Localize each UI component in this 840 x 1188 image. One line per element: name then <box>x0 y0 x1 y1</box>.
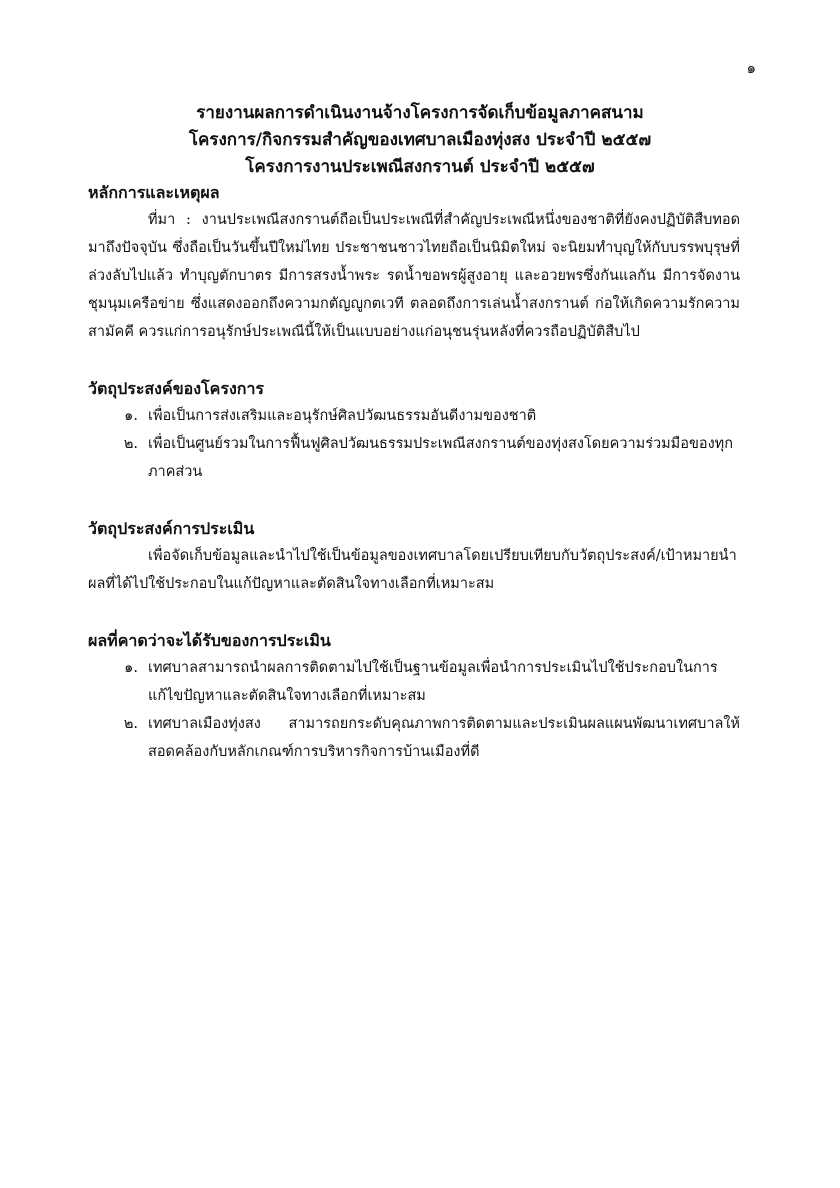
principles-heading: หลักการและเหตุผล <box>88 183 220 202</box>
title-line-1: รายงานผลการดำเนินงานจ้างโครงการจัดเก็บข้อมูลภาคสนาม <box>196 103 644 123</box>
list-item-number: ๒. <box>123 436 138 452</box>
document-content <box>88 180 740 766</box>
list-item-text: เทศบาลสามารถนำผลการติดตามไปใช้เป็นฐานข้อมูลเพื่อนำการประเมินไปใช้ประกอบในการแก้ไขปัญหาและตัดสินใจทางเลือกที่เหมาะสม <box>148 660 718 704</box>
list-item <box>88 654 740 710</box>
list-item <box>88 430 740 486</box>
objectives-heading: วัตถุประสงค์ของโครงการ <box>88 379 265 398</box>
expected-results-list <box>88 654 740 766</box>
evaluation-objectives-heading: วัตถุประสงค์การประเมิน <box>88 519 255 538</box>
title-line-2: โครงการ/กิจกรรมสำคัญของเทศบาลเมืองทุ่งสง ประจำปี ๒๕๕๗ <box>188 130 652 150</box>
list-item-text: เทศบาลเมืองทุ่งสง สามารถยกระดับคุณภาพการติดตามและประเมินผลแผนพัฒนาเทศบาลให้สอดคล้องกับหลักเกณฑ์การบริหารกิจการบ้านเมืองที่ดี <box>148 716 740 760</box>
list-item <box>88 402 740 430</box>
list-item-number: ๑. <box>124 660 138 676</box>
evaluation-objectives-text: เพื่อจัดเก็บข้อมูลและนำไปใช้เป็นข้อมูลของเทศบาลโดยเปรียบเทียบกับวัตถุประสงค์/เป้าหมายนำผลที่ได้ไปใช้ประกอบในแก้ปัญหาและตัดสินใจทางเลือกที่เหมาะสม <box>88 548 737 592</box>
list-item-text: เพื่อเป็นการส่งเสริมและอนุรักษ์ศิลปวัฒนธรรมอันดีงามของชาติ <box>148 408 537 424</box>
principles-section <box>88 180 740 346</box>
principles-text: ที่มา : งานประเพณีสงกรานต์ถือเป็นประเพณีที่สำคัญประเพณีหนึ่งของชาติที่ยังคงปฏิบัติสืบทอดมาถึงปัจจุบัน ซึ่งถือเป็นวันขึ้นปีใหม่ไทย ประชาชนชาวไทยถือเป็นนิมิตใหม่ จะนิยมทำบุญให้กับบรรพบุรุษที่ล่วงลับไปแล้ว ทำบุญตักบาตร มีการสรงน้ำพระ รดน้ำขอพรผู้สูงอายุ และอวยพรซึ่งกันแลกัน มีการจัดงานชุมนุมเครือข่าย ซึ่งแสดงออกถึงความกตัญญูกตเวที ตลอดถึงการเล่นน้ำสงกรานต์ ก่อให้เกิดความรักความสามัคคี ควรแก่การอนุรักษ์ประเพณีนี้ให้เป็นแบบอย่างแก่อนุชนรุ่นหลังที่ควรถือปฏิบัติสืบไป <box>88 212 740 340</box>
list-item-number: ๒. <box>123 716 138 732</box>
evaluation-objectives-section <box>88 516 740 598</box>
title-block <box>0 100 840 181</box>
expected-results-heading: ผลที่คาดว่าจะได้รับของการประเมิน <box>88 631 331 650</box>
objectives-list <box>88 402 740 486</box>
list-item-text: เพื่อเป็นศูนย์รวมในการฟื้นฟูศิลปวัฒนธรรมประเพณีสงกรานต์ของทุ่งสงโดยความร่วมมือของทุกภาคส่วน <box>148 436 733 480</box>
objectives-section <box>88 376 740 486</box>
expected-results-section <box>88 628 740 766</box>
list-item <box>88 710 740 766</box>
list-item-number: ๑. <box>124 408 138 424</box>
title-line-3: โครงการงานประเพณีสงกรานต์ ประจำปี ๒๕๕๗ <box>245 157 595 177</box>
page-number: ๑ <box>746 59 756 77</box>
